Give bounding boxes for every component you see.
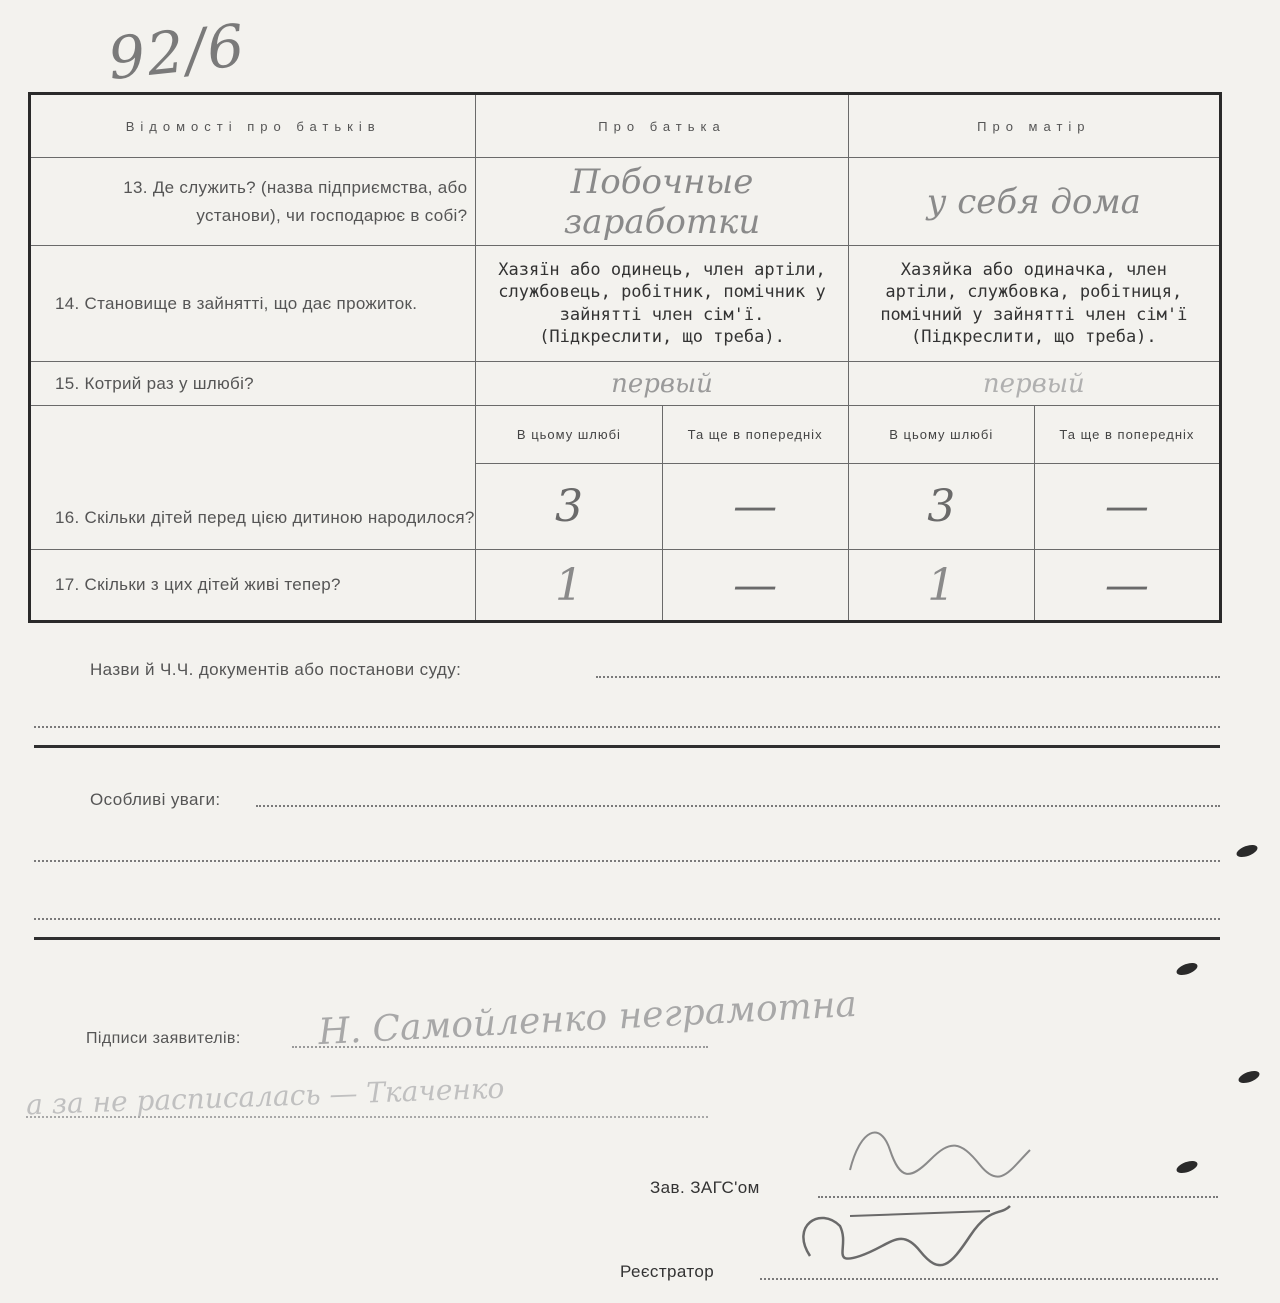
question-15: 15. Котрий раз у шлюбі? — [30, 362, 476, 406]
question-16: 16. Скільки дітей перед цією дитиною народилося? — [30, 406, 476, 550]
question-17: 17. Скільки з цих дітей живі тепер? — [30, 550, 476, 622]
documents-dotted-line — [596, 676, 1220, 678]
header-parents-info: Відомості про батьків — [30, 94, 476, 158]
answer-15-mother — [848, 362, 1220, 406]
handwritten-answer-13-mother: у себя дома — [926, 181, 1141, 222]
children-alive-mother-this — [848, 550, 1034, 622]
handwritten-number: 1 — [927, 559, 956, 611]
subheader-mother-this-marriage: В цьому шлюбі — [848, 406, 1034, 464]
head-signature — [840, 1110, 1040, 1190]
children-born-father-previous — [662, 464, 848, 550]
children-alive-father-this — [476, 550, 662, 622]
handwritten-answer-15-father: первый — [611, 368, 713, 399]
children-alive-father-previous — [662, 550, 848, 622]
answer-15-father — [476, 362, 848, 406]
page-number: 92/6 — [104, 10, 250, 94]
remarks-dotted-line-3 — [34, 918, 1220, 920]
handwritten-dash: — — [1104, 481, 1149, 532]
remarks-dotted-line-2 — [34, 860, 1220, 862]
punch-hole-mark — [1235, 843, 1259, 860]
header-mother: Про матір — [848, 94, 1220, 158]
handwritten-dash: — — [1104, 559, 1149, 611]
subheader-mother-previous: Та ще в попередніх — [1034, 406, 1220, 464]
handwritten-answer-15-mother: первый — [982, 368, 1085, 399]
subheader-father-this-marriage: В цьому шлюбі — [476, 406, 662, 464]
answer-13-mother — [848, 158, 1220, 246]
applicant-signature: Н. Самойленко неграмотна — [317, 983, 858, 1054]
children-born-father-this — [476, 464, 662, 550]
question-14: 14. Становище в зайнятті, що дає прожиток. — [30, 246, 476, 362]
handwritten-answer-13-father: Побочные заработки — [563, 161, 761, 242]
applicant-signature-line — [292, 1046, 708, 1048]
registrar-signature — [790, 1196, 1020, 1286]
handwritten-number: 1 — [554, 559, 583, 611]
options-14-father: Хазяїн або одинець, член артіли, службовець, робітник, помічник у зайнятті член сім'ї. (Підкреслити, що треба). — [476, 246, 848, 362]
documents-dotted-line-2 — [34, 726, 1220, 728]
parents-info-table — [28, 92, 1222, 623]
applicant-note: а за не расписалась — Ткаченко — [25, 1071, 505, 1122]
question-13: 13. Де служить? (назва підприємства, або установи), чи господарює в собі? — [30, 158, 476, 246]
header-father: Про батька — [476, 94, 848, 158]
section-divider — [34, 937, 1220, 940]
children-born-mother-this — [848, 464, 1034, 550]
options-14-mother: Хазяйка або одиначка, член артіли, службовка, робітниця, помічний у зайнятті член сім'ї (Підкреслити, що треба). — [848, 246, 1220, 362]
handwritten-number: 3 — [554, 481, 583, 532]
answer-13-father — [476, 158, 848, 246]
applicants-label: Підписи заявителів: — [86, 1030, 241, 1047]
handwritten-dash: — — [733, 481, 778, 532]
subheader-father-previous: Та ще в попередніх — [662, 406, 848, 464]
remarks-label: Особливі уваги: — [90, 790, 221, 809]
remarks-dotted-line — [256, 805, 1220, 807]
handwritten-number: 3 — [927, 481, 956, 532]
children-alive-mother-previous — [1034, 550, 1220, 622]
registrar-label: Реєстратор — [620, 1262, 715, 1281]
applicant-note-line — [26, 1116, 708, 1118]
punch-hole-mark — [1237, 1069, 1261, 1086]
head-label: Зав. ЗАГС'ом — [650, 1178, 760, 1197]
handwritten-dash: — — [733, 559, 778, 611]
punch-hole-mark — [1175, 1159, 1199, 1176]
children-born-mother-previous — [1034, 464, 1220, 550]
section-divider — [34, 745, 1220, 748]
punch-hole-mark — [1175, 961, 1199, 978]
documents-label: Назви й Ч.Ч. документів або постанови суду: — [90, 660, 462, 679]
